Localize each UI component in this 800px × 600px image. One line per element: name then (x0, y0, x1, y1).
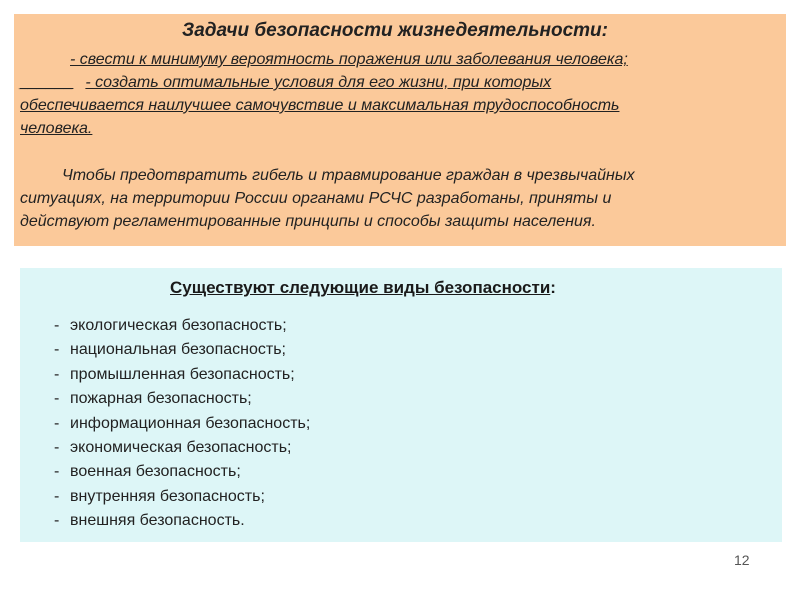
tasks-text (20, 48, 780, 140)
safety-types-title-text: Существуют следующие виды безопасности (170, 278, 551, 297)
dash: - (54, 439, 60, 457)
dash: - (54, 487, 60, 505)
list-item (54, 314, 310, 338)
task-line-1: - свести к минимуму вероятность поражения или заболевания человека; (70, 51, 628, 68)
list-item-text: промышленная безопасность; (70, 365, 295, 383)
list-item (54, 460, 310, 484)
tasks-title: Задачи безопасности жизнедеятельности: (182, 20, 608, 41)
list-item (54, 338, 310, 362)
list-item (54, 509, 310, 533)
list-item-text: внутренняя безопасность; (70, 487, 265, 505)
list-item (54, 412, 310, 436)
dash: - (54, 463, 60, 481)
dash: - (54, 390, 60, 408)
dash: - (54, 317, 60, 334)
safety-types-list (54, 314, 310, 534)
list-item-text: военная безопасность; (70, 463, 241, 481)
list-item (54, 387, 310, 411)
task-line-4: человека. (20, 120, 93, 137)
list-item-text: пожарная безопасность; (70, 390, 252, 408)
page-number: 12 (734, 552, 750, 568)
task-line-3: обеспечивается наилучшее самочувствие и максимальная трудоспособность (20, 97, 620, 114)
safety-types-title-colon: : (550, 278, 556, 297)
task-line-2-blank: ______ (20, 74, 74, 91)
list-item-text: экономическая безопасность; (70, 439, 292, 457)
list-item (54, 436, 310, 460)
para-line-1: Чтобы предотвратить гибель и травмирование граждан в чрезвычайных (62, 167, 635, 184)
rschs-paragraph (20, 164, 786, 233)
safety-types-title (170, 278, 556, 298)
safety-types-panel (20, 268, 782, 542)
list-item-text: экологическая безопасность; (70, 317, 287, 334)
dash: - (54, 365, 60, 383)
dash: - (54, 341, 60, 359)
task-line-2-text: - создать оптимальные условия для его жизни, при которых (85, 74, 552, 91)
para-line-3: действуют регламентированные принципы и способы защиты населения. (20, 213, 596, 230)
task-line-2 (20, 71, 780, 94)
list-item (54, 363, 310, 387)
para-line-2: ситуациях, на территории России органами РСЧС разработаны, приняты и (20, 190, 612, 207)
list-item-text: информационная безопасность; (70, 414, 311, 432)
tasks-panel (14, 14, 786, 246)
list-item-text: национальная безопасность; (70, 341, 286, 359)
list-item-text: внешняя безопасность. (70, 512, 245, 530)
dash: - (54, 512, 60, 530)
list-item (54, 485, 310, 509)
dash: - (54, 414, 60, 432)
